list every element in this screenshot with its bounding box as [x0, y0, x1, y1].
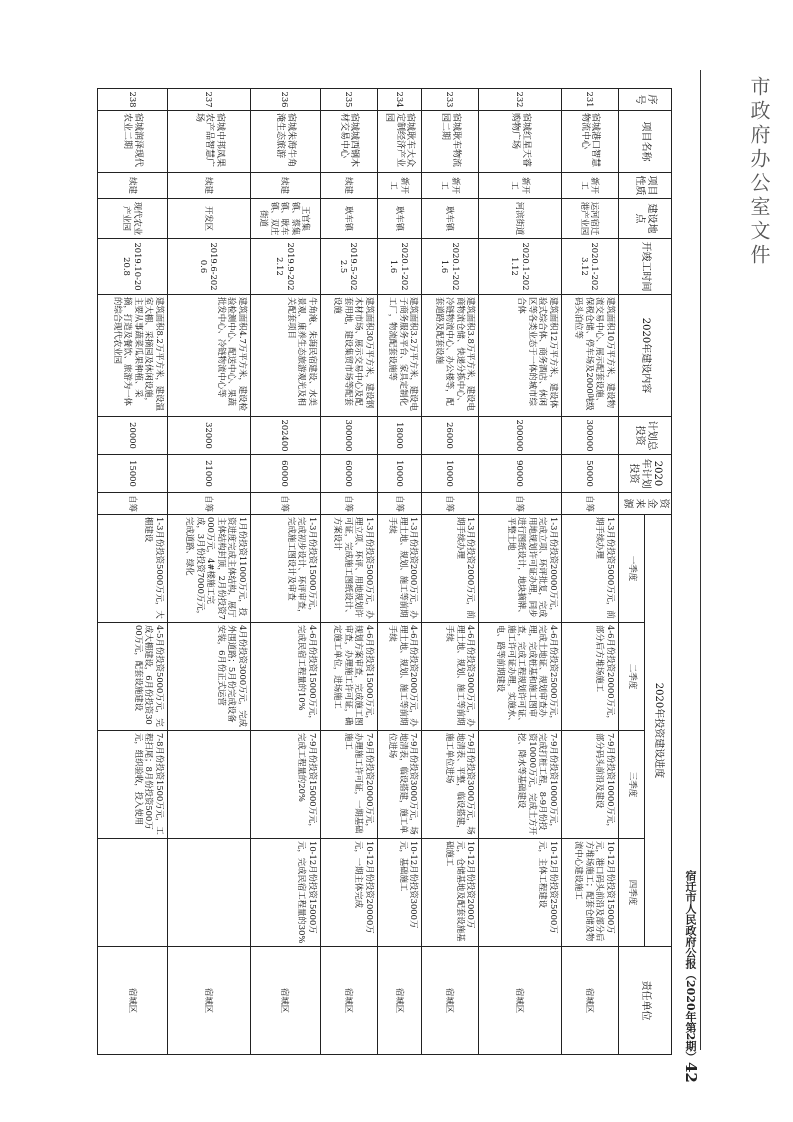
cell-q1: 1-3月份投资5000万元，前期手续办理 [561, 515, 618, 623]
cell-q1: 1-3月份投资20000万元，完成立项、环评批复，完成用地规划许可证办理，同步进行图纸设计，地块摘牌、平整土地 [479, 515, 562, 623]
cell-nature: 续建 [320, 173, 377, 199]
investment-table-wrapper [112, 88, 672, 1054]
cell-q4: 10-12月份投资15000万元，港口码头前沿及部分后方堆场施工；配套仓储及物流中心建设施工 [561, 839, 618, 947]
cell-name: 宿城城西钢木材交易中心 [320, 111, 377, 173]
cell-seq: 232 [479, 89, 562, 111]
cell-location: 河滨街道 [479, 199, 562, 239]
cell-period: 2019.9-2022.12 [250, 239, 320, 295]
col-nature: 项目性质 [619, 173, 672, 199]
cell-q3: 7-9月份投资15000万元，完成工程量的20% [250, 731, 320, 839]
col-period: 开竣工时间 [619, 239, 672, 295]
cell-total: 26000 [422, 417, 479, 455]
cell-name: 宿城朱海牛角淹生态旅游 [250, 111, 320, 173]
cell-q3: 7-8月份投资1500万元，工程扫尾；8月份投资500万元，组织验收，投入使用 [98, 731, 168, 839]
cell-seq: 235 [320, 89, 377, 111]
cell-location: 运河宿迁港产业园 [561, 199, 618, 239]
cell-unit: 宿城区 [98, 947, 168, 1055]
cell-unit: 宿城区 [422, 947, 479, 1055]
cell-total: 202400 [250, 417, 320, 455]
cell-total: 300000 [320, 417, 377, 455]
cell-nature: 续建 [98, 173, 168, 199]
cell-q3: 7-9月份投资3000万元，场地清表、平整，临设搭建，施工单位进场 [422, 731, 479, 839]
table-row [320, 89, 377, 1055]
cell-q1: 1-3月份投资2000万元，办理土地、规划、施工等前期手续 [377, 515, 421, 623]
journal-title: 宿迁市人民政府公报（2020年第2期） [684, 870, 697, 1063]
cell-q1: 1-3月份投资5000万元，大棚建设 [98, 515, 168, 623]
table-row [250, 89, 320, 1055]
cell-unit: 宿城区 [561, 947, 618, 1055]
header-rule [700, 70, 701, 1050]
cell-content: 建筑面积12万平方米，建设体验式综合体、商务酒店、休闲区等各类业态于一体的城市综合体 [479, 295, 562, 417]
cell-q3: 7-9月份投资10000万元，部分码头前沿及建设 [561, 731, 618, 839]
cell-content: 建筑面积10万平方米，建设物流交易中心、展示配套设施、保税仓储、停车场及2000吨级码头泊位等 [561, 295, 618, 417]
cell-unit: 宿城区 [167, 947, 250, 1055]
cell-total: 300000 [561, 417, 618, 455]
cell-q1: 1-3月份投资2000万元，前期手续办理 [422, 515, 479, 623]
cell-period: 2020.1-2021.6 [422, 239, 479, 295]
cell-nature: 新开工 [377, 173, 421, 199]
table-row [98, 89, 168, 1055]
cell-seq: 231 [561, 89, 618, 111]
col-content: 2020年建设内容 [619, 295, 672, 417]
cell-q4: 10-12月份投资2000万元，仓储基地及配套设施基础施工 [422, 839, 479, 947]
cell-period: 2019.5-2022.5 [320, 239, 377, 295]
cell-name: 宿城耿车物流园二期 [422, 111, 479, 173]
cell-q2: 4-6月份投资2000万元，办理土地、规划、施工等前期手续 [377, 623, 421, 731]
cell-q1: 1-3月份投资15000万元，完成初步设计、环评审查，完成施工图设计及审查 [250, 515, 320, 623]
cell-q1: 1月份投资11000万元，投资进度完成主体结构，展厅主体结构封顶，2月份投资7000万元，4#楼施工完成，3月份投资7000万元，完成道路、绿化 [167, 515, 250, 623]
cell-nature: 续建 [167, 173, 250, 199]
table-row [377, 89, 421, 1055]
col-progress: 2020年投资建设进度 [645, 515, 672, 947]
cell-period: 2019.6-2020.6 [167, 239, 250, 295]
page-number: 42 [682, 1062, 700, 1083]
cell-q4: 10-12月份投资15000万元，完成民宿工程量的30% [250, 839, 320, 947]
cell-content: 建筑面积4.7万平方米，建设检验检测中心、配送中心、果蔬批发中心、冷链物流中心等 [167, 295, 250, 417]
cell-location: 开发区 [167, 199, 250, 239]
col-seq: 序号 [619, 89, 672, 111]
cell-q2: 4-6月份投资15000万元，完成民宿工程量的10% [250, 623, 320, 731]
cell-q2: 4月份投资3000万元，完成外围道路；5月份完成设备安装，6月份正式运营 [167, 623, 250, 731]
col-q2: 二季度 [619, 623, 646, 731]
cell-location: 耿车镇 [422, 199, 479, 239]
cell-source: 自筹 [250, 493, 320, 515]
table-row [561, 89, 618, 1055]
cell-period: 2020.1-2021.12 [479, 239, 562, 295]
cell-total: 200000 [479, 417, 562, 455]
table-body [98, 89, 619, 1055]
table-row [167, 89, 250, 1055]
cell-plan2020: 60000 [250, 455, 320, 493]
cell-q3: 7-9月份投资10000万元，完成打桩工程，8-9月份投资10000万元，完成土方开挖、降水等基础建设 [479, 731, 562, 839]
cell-q4: 10-12月份投资25000万元，主体工程建设 [479, 839, 562, 947]
cell-source: 自筹 [561, 493, 618, 515]
col-location: 建设地点 [619, 199, 672, 239]
table-row [422, 89, 479, 1055]
cell-q3 [167, 731, 250, 839]
cell-q2: 4-6月份投资15000万元，规划方案审查，完成施工图审查，办理施工许可证，确定施工单位，进场施工 [320, 623, 377, 731]
cell-period: 2019.10-2020.8 [98, 239, 168, 295]
cell-q4: 10-12月份投资20000万元，一期主体完成 [320, 839, 377, 947]
cell-plan2020: 15000 [98, 455, 168, 493]
cell-source: 自筹 [98, 493, 168, 515]
cell-q4 [98, 839, 168, 947]
col-source: 资金来源 [619, 493, 672, 515]
col-name: 项目名称 [619, 111, 672, 173]
cell-plan2020: 10000 [422, 455, 479, 493]
cell-source: 自筹 [320, 493, 377, 515]
cell-name: 宿城港口智慧物流中心 [561, 111, 618, 173]
table-row [479, 89, 562, 1055]
cell-seq: 238 [98, 89, 168, 111]
cell-unit: 宿城区 [377, 947, 421, 1055]
cell-seq: 236 [250, 89, 320, 111]
cell-unit: 宿城区 [250, 947, 320, 1055]
cell-nature: 新开工 [561, 173, 618, 199]
cell-nature: 新开工 [479, 173, 562, 199]
cell-total: 18000 [377, 417, 421, 455]
col-total: 计划总投资 [619, 417, 672, 455]
cell-q3: 7-9月份投资20000万元，办理施工许可证，一期基础施工 [320, 731, 377, 839]
cell-seq: 237 [167, 89, 250, 111]
cell-q2: 4-6月份投资25000万元，完成土地证、规划审查办理，完成桩基和施工图审查，完成工程规划许可证、施工许可证办理，实施水、电、路等前期建设 [479, 623, 562, 731]
cell-location: 耿车镇 [320, 199, 377, 239]
cell-unit: 宿城区 [320, 947, 377, 1055]
col-q1: 一季度 [619, 515, 646, 623]
cell-total: 20000 [98, 417, 168, 455]
col-q4: 四季度 [619, 839, 646, 947]
cell-q2: 4-6月份投资20000万元，部分后方堆场施工 [561, 623, 618, 731]
cell-unit: 宿城区 [479, 947, 562, 1055]
cell-q2: 4-6月份投资3000万元，办理土地、规划、施工等前期手续 [422, 623, 479, 731]
cell-content: 建筑面积30万平方米，建设钢木材市场、展示交易中心及配套用地，建设集贸市场等配套设施 [320, 295, 377, 417]
cell-q2: 4-5月份投资5000万元，完成大棚建设，6月份投资3000万元，配套设施建设 [98, 623, 168, 731]
cell-plan2020: 90000 [479, 455, 562, 493]
table-header [619, 89, 672, 1055]
cell-period: 2020.1-2023.12 [561, 239, 618, 295]
cell-content: 牛角淹、朱海民宿建设、水美景观、康养生态旅游观光及相关配套项目 [250, 295, 320, 417]
cell-nature: 新开工 [422, 173, 479, 199]
cell-period: 2020.1-2021.6 [377, 239, 421, 295]
cell-seq: 233 [422, 89, 479, 111]
cell-q4 [167, 839, 250, 947]
cell-total: 32000 [167, 417, 250, 455]
col-unit: 责任单位 [619, 947, 672, 1055]
cell-plan2020: 50000 [561, 455, 618, 493]
cell-plan2020: 10000 [377, 455, 421, 493]
cell-q4: 10-12月份投资3000万元，基础施工 [377, 839, 421, 947]
cell-name: 宿城润泽现代农业二期 [98, 111, 168, 173]
cell-content: 建筑面积3.8万平方米，建设电商物流仓储、快递分拣中心、冷链物流中心、办公楼等，配套道路及配套设施 [422, 295, 479, 417]
investment-table [97, 88, 672, 1055]
cell-q3: 7-9月份投资3000万元，场地清表，临设搭建，施工单位进场 [377, 731, 421, 839]
col-plan2020: 2020年计划投资 [619, 455, 672, 493]
col-q3: 三季度 [619, 731, 646, 839]
cell-plan2020: 60000 [320, 455, 377, 493]
cell-name: 宿城中邦凤果农产品智慧广场 [167, 111, 250, 173]
cell-seq: 234 [377, 89, 421, 111]
cell-location: 王官集镇、蔡集镇、耿车镇、双庄街道 [250, 199, 320, 239]
cell-location: 耿车镇 [377, 199, 421, 239]
cell-plan2020: 21000 [167, 455, 250, 493]
office-title: 市政府办公室文件 [747, 76, 771, 268]
cell-nature: 续建 [250, 173, 320, 199]
cell-source: 自筹 [377, 493, 421, 515]
cell-name: 宿城红星天睿购物广场 [479, 111, 562, 173]
cell-content: 建筑面积8.2万平方米，建设温室大棚、采摘园及休闲设施，主要从事蔬菜瓜果种植、采摘，打造及餐饮、旅游为一体的综合现代农业园 [98, 295, 168, 417]
cell-source: 自筹 [479, 493, 562, 515]
cell-source: 自筹 [422, 493, 479, 515]
cell-content: 建筑面积3.2万平方米，建设电子商务服务平台、家具定制化工厂，物流配套设施等 [377, 295, 421, 417]
cell-source: 自筹 [167, 493, 250, 515]
cell-name: 宿城耿车大众定制经济产业园 [377, 111, 421, 173]
cell-location: 现代农业产业园 [98, 199, 168, 239]
cell-q1: 1-3月份投资5000万元，办理立项、环评、用地规划许可证，完成施工图纸设计、方案设计 [320, 515, 377, 623]
